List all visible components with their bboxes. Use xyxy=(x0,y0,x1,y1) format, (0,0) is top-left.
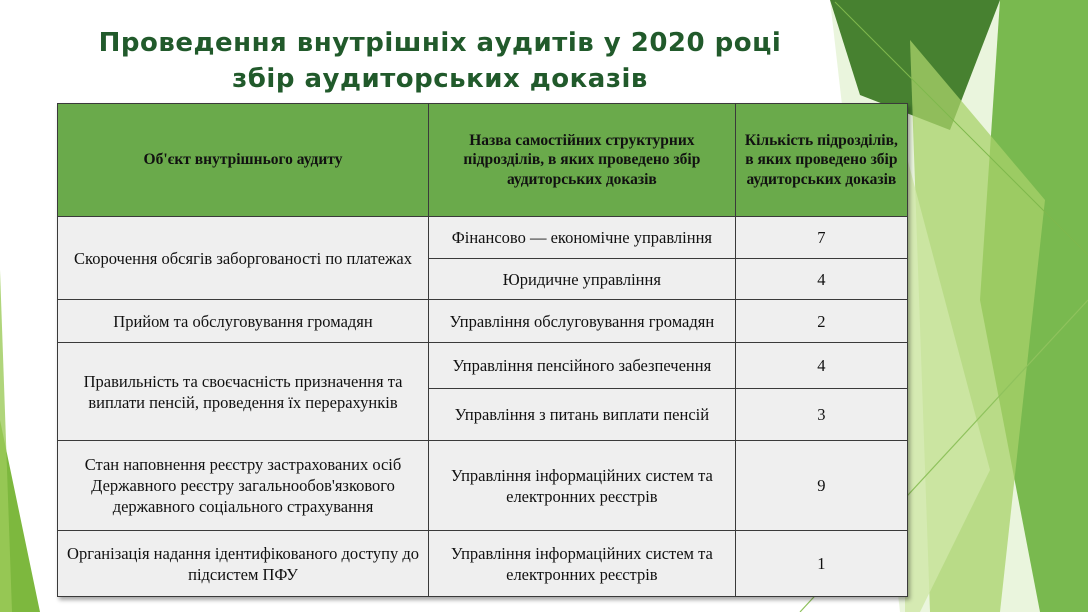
audit-table xyxy=(57,103,908,597)
unit-cell: Юридичне управління xyxy=(429,259,736,300)
count-cell: 7 xyxy=(735,217,907,259)
table-header-row xyxy=(58,104,908,217)
header-units: Назва самостійних структурних підрозділів, в яких проведено збір аудиторських доказів xyxy=(429,104,736,217)
slide-title-line2: збір аудиторських доказів xyxy=(232,64,648,94)
audit-object-cell: Скорочення обсягів заборгованості по платежах xyxy=(58,217,429,300)
unit-cell: Управління пенсійного забезпечення xyxy=(429,343,736,389)
unit-cell: Фінансово — економічне управління xyxy=(429,217,736,259)
table-row xyxy=(58,300,908,343)
audit-object-cell: Організація надання ідентифікованого доступу до підсистем ПФУ xyxy=(58,531,429,597)
deco-facet-left-edge xyxy=(0,270,12,612)
audit-object-cell: Стан наповнення реєстру застрахованих осіб Державного реєстру загальнообов'язкового державного соціального страхування xyxy=(58,441,429,531)
count-cell: 1 xyxy=(735,531,907,597)
table-row xyxy=(58,343,908,389)
slide-title-line1: Проведення внутрішніх аудитів у 2020 році xyxy=(98,28,782,58)
count-cell: 4 xyxy=(735,343,907,389)
unit-cell: Управління обслуговування громадян xyxy=(429,300,736,343)
count-cell: 9 xyxy=(735,441,907,531)
header-object: Об'єкт внутрішнього аудиту xyxy=(58,104,429,217)
unit-cell: Управління з питань виплати пенсій xyxy=(429,389,736,441)
count-cell: 4 xyxy=(735,259,907,300)
count-cell: 2 xyxy=(735,300,907,343)
audit-object-cell: Прийом та обслуговування громадян xyxy=(58,300,429,343)
count-cell: 3 xyxy=(735,389,907,441)
audit-object-cell: Правильність та своєчасність призначення та виплати пенсій, проведення їх перерахунків xyxy=(58,343,429,441)
unit-cell: Управління інформаційних систем та електронних реєстрів xyxy=(429,441,736,531)
header-count: Кількість підрозділів, в яких проведено збір аудиторських доказів xyxy=(735,104,907,217)
table-row xyxy=(58,217,908,259)
table-row xyxy=(58,441,908,531)
unit-cell: Управління інформаційних систем та електронних реєстрів xyxy=(429,531,736,597)
table-row xyxy=(58,531,908,597)
